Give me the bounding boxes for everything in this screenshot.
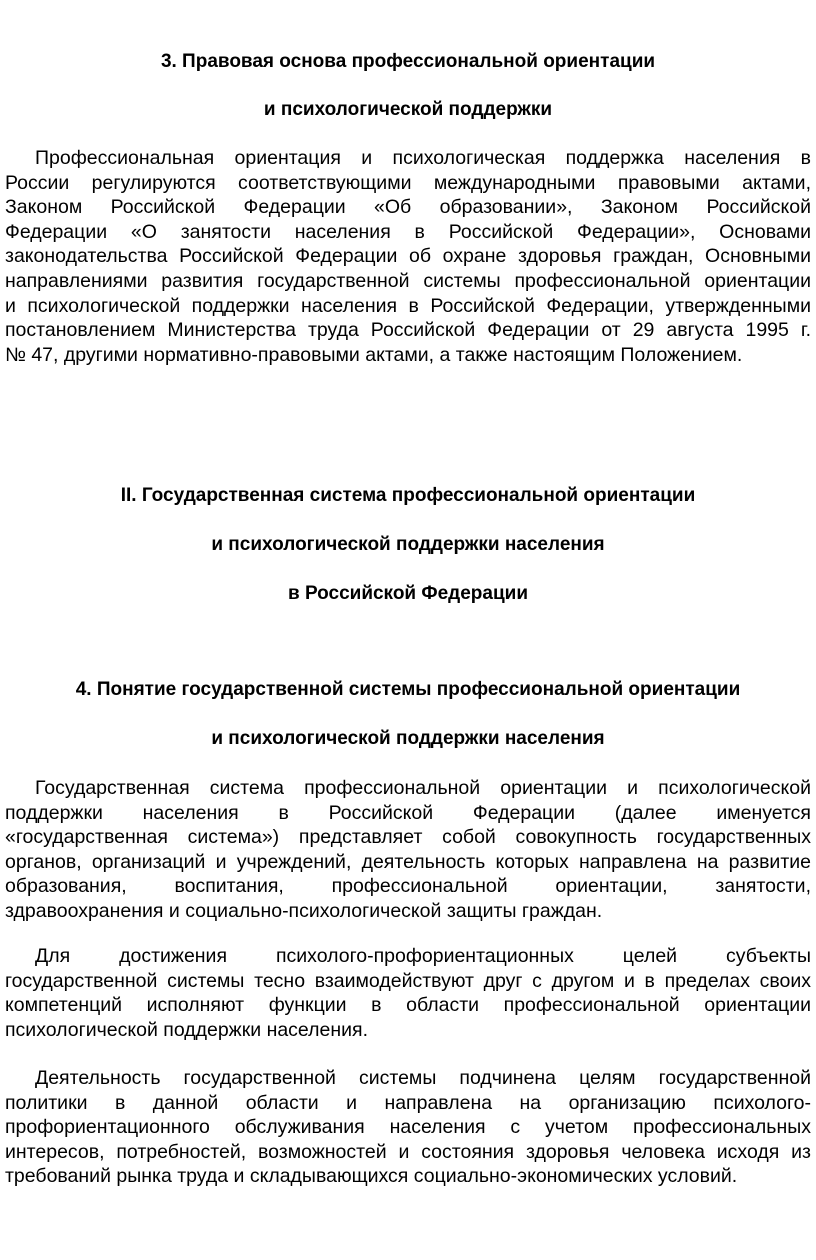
- text-line: здравоохранения и социально-психологической защиты граждан.: [5, 899, 603, 922]
- text-line: интересов, потребностей, возможностей и состояния здоровья человека исходя из: [5, 1140, 811, 1163]
- text-line: Профессиональная ориентация и психологическая поддержка населения в: [35, 147, 811, 169]
- text-line: поддержки населения в Российской Федерации (далее именуется: [5, 801, 811, 824]
- text-line: № 47, другими нормативно-правовыми актами, а также настоящим Положением.: [5, 343, 743, 366]
- section-3-heading-line-2: и психологической поддержки: [263, 99, 553, 120]
- text-line: постановлением Министерства труда Российской Федерации от 29 августа 1995 г.: [5, 319, 811, 342]
- section-3-paragraph: [5, 146, 811, 367]
- text-line: Деятельность государственной системы подчинена целям государственной: [35, 1067, 811, 1089]
- text-line: политики в данной области и направлена на организацию психолого-: [5, 1091, 811, 1114]
- text-line: Государственная система профессиональной ориентации и психологической: [35, 777, 811, 799]
- section-3-heading-line-1: 3. Правовая основа профессиональной ориентации: [160, 51, 656, 72]
- text-line: профориентационного обслуживания населения с учетом профессиональных: [5, 1116, 811, 1139]
- text-line: требований рынка труда и складывающихся социально-экономических условий.: [5, 1165, 738, 1188]
- text-line: Для достижения психолого-профориентационных целей субъекты: [35, 945, 811, 967]
- chapter-2-heading-line-1: II. Государственная система профессиональной ориентации: [120, 485, 696, 506]
- text-line: России регулируются соответствующими международными правовыми актами,: [5, 171, 811, 194]
- text-line: законодательства Российской Федерации об охране здоровья граждан, Основными: [5, 245, 811, 268]
- section-4-paragraph-3: [5, 1066, 811, 1189]
- text-line: и психологической поддержки населения в Российской Федерации, утвержденными: [5, 294, 811, 317]
- section-4-heading-line-1: 4. Понятие государственной системы профессиональной ориентации: [75, 679, 741, 700]
- text-line: «государственная система») представляет собой совокупность государственных: [5, 826, 811, 849]
- chapter-2-heading-line-2: и психологической поддержки населения: [211, 534, 605, 555]
- text-line: компетенций исполняют функции в области профессиональной ориентации: [5, 994, 811, 1017]
- section-4-paragraph-1: [5, 776, 811, 924]
- text-line: образования, воспитания, профессиональной ориентации, занятости,: [5, 875, 811, 898]
- chapter-2-heading-line-3: в Российской Федерации: [287, 583, 529, 604]
- text-line: направлениями развития государственной системы профессиональной ориентации: [5, 269, 811, 292]
- text-line: психологической поддержки населения.: [5, 1018, 368, 1041]
- text-line: органов, организаций и учреждений, деятельность которых направлена на развитие: [5, 850, 811, 873]
- text-line: Законом Российской Федерации «Об образовании», Законом Российской: [5, 196, 811, 219]
- text-line: государственной системы тесно взаимодействуют друг с другом и в пределах своих: [5, 969, 811, 992]
- text-line: Федерации «О занятости населения в Российской Федерации», Основами: [5, 220, 811, 243]
- section-4-paragraph-2: [5, 944, 811, 1042]
- section-4-heading-line-2: и психологической поддержки населения: [211, 728, 605, 749]
